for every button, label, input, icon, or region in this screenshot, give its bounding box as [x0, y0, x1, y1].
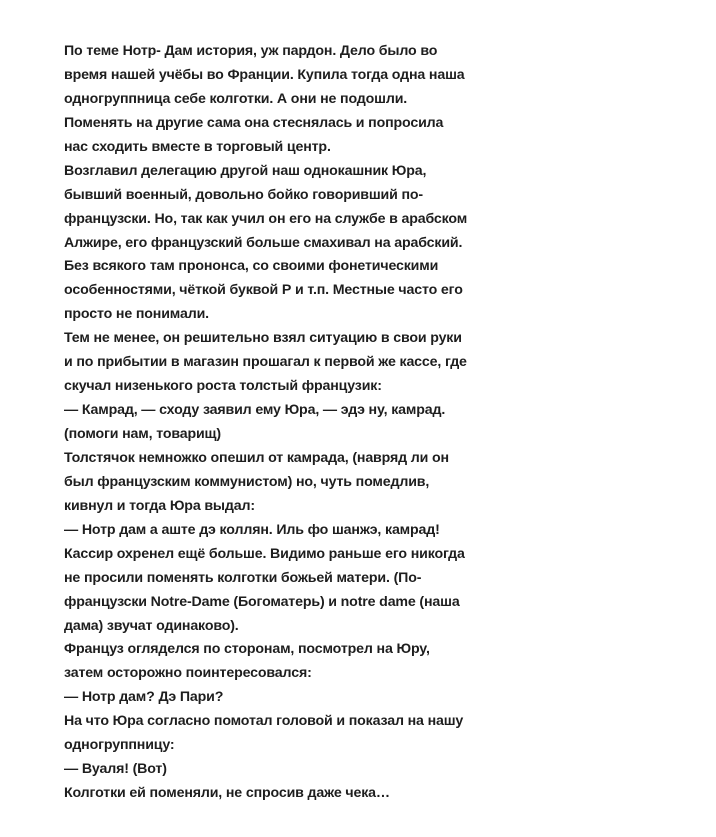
text-line: нас сходить вместе в торговый центр. — [64, 138, 331, 155]
text-line: одногруппницу: — [64, 737, 175, 754]
text-line: и по прибытии в магазин прошагал к первой же кассе, где — [64, 354, 467, 371]
text-line: особенностями, чёткой буквой Р и т.п. Местные часто его — [64, 282, 463, 299]
dialogue-line: — Нотр дам а аште дэ коллян. Иль фо шанжэ, камрад! — [64, 521, 440, 538]
text-line: затем осторожно поинтересовался: — [64, 665, 312, 682]
text-line: Толстячок немножко опешил от камрада, (навряд ли он — [64, 449, 449, 466]
text-line: Тем не менее, он решительно взял ситуацию в свои руки — [64, 330, 462, 347]
text-line: дама) звучат одинаково). — [64, 617, 239, 634]
text-line: Поменять на другие сама она стеснялась и попросила — [64, 114, 444, 131]
text-line: не просили поменять колготки божьей матери. (По- — [64, 569, 422, 586]
dialogue-line: — Нотр дам? Дэ Пари? — [64, 689, 224, 706]
text-line: французски. Но, так как учил он его на службе в арабском — [64, 210, 468, 227]
text-line: Француз огляделся по сторонам, посмотрел на Юру, — [64, 641, 430, 658]
text-line: На что Юра согласно помотал головой и показал на нашу — [64, 713, 464, 730]
text-line: бывший военный, довольно бойко говоривший по- — [64, 186, 423, 203]
text-line: был французским коммунистом) но, чуть помедлив, — [64, 473, 430, 490]
story-text — [64, 40, 664, 806]
text-line: просто не понимали. — [64, 306, 209, 323]
text-line: французски Notre-Dame (Богоматерь) и notre dame (наша — [64, 593, 460, 610]
text-line: одногруппница себе колготки. А они не подошли. — [64, 90, 408, 107]
text-line: Алжире, его французский больше смахивал на арабский. — [64, 234, 463, 251]
text-line: время нашей учёбы во Франции. Купила тогда одна наша — [64, 66, 465, 83]
text-line: Без всякого там прононса, со своими фонетическими — [64, 258, 439, 275]
text-line: Возглавил делегацию другой наш однокашник Юра, — [64, 162, 427, 179]
text-line: кивнул и тогда Юра выдал: — [64, 497, 255, 514]
text-line: скучал низенького роста толстый французик: — [64, 378, 382, 395]
dialogue-line: — Камрад, — сходу заявил ему Юра, — эдэ ну, камрад. — [64, 402, 446, 419]
dialogue-line: — Вуаля! (Вот) — [64, 761, 167, 778]
text-line: Кассир охренел ещё больше. Видимо раньше его никогда — [64, 545, 465, 562]
text-line: Колготки ей поменяли, не спросив даже чека… — [64, 785, 390, 802]
text-line: (помоги нам, товарищ) — [64, 426, 221, 442]
text-line: По теме Нотр- Дам история, уж пардон. Дело было во — [64, 43, 438, 59]
